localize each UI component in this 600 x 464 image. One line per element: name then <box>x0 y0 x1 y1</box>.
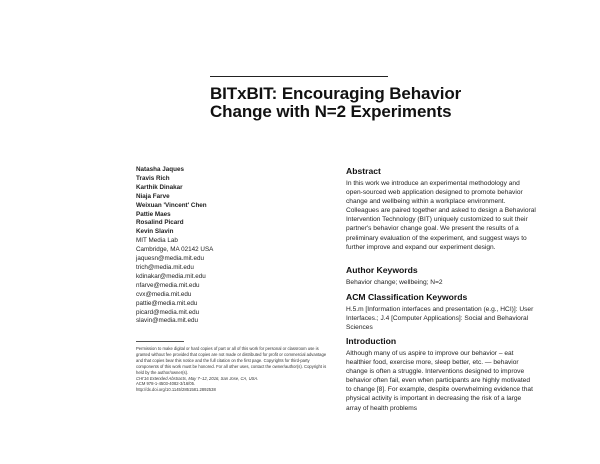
author-email: slavin@media.mit.edu <box>136 317 199 325</box>
acm-classification-text: H.5.m [Information interfaces and presentation (e.g., HCI)]: User Interfaces.; J.4 [Computer Applications]: Social and Behavioral Sciences <box>346 306 534 332</box>
keywords-text: Behavior change; wellbeing; N=2 <box>346 279 443 286</box>
footnote-rule <box>136 341 184 342</box>
abstract-text: In this work we introduce an experimental methodology and open-sourced web application designed to promote behavior change and wellbeing within a workplace environment. Colleagues are paired together and asked to design a Behavioral Intervention Technology (BIT) uniquely customized to suit their partner's behavior change goal. We present the results of a preliminary evaluation of the experiment, and suggest ways to further improve and expand our experiment design. <box>346 180 536 251</box>
author-name: Kevin Slavin <box>136 228 174 236</box>
author-email: trich@media.mit.edu <box>136 263 194 271</box>
author-email: picard@media.mit.edu <box>136 308 200 316</box>
author-name: Niaja Farve <box>136 192 170 200</box>
author-email: pattie@media.mit.edu <box>136 299 198 307</box>
author-block <box>136 166 326 326</box>
permission-block <box>136 346 331 393</box>
acm-line: ACM 978-1-4503-4082-3/16/05. <box>136 381 196 387</box>
author-name: Natasha Jaques <box>136 166 184 173</box>
author-name: Pattie Maes <box>136 210 171 218</box>
keywords-section <box>346 265 536 287</box>
paper-title: BITxBIT: Encouraging Behavior Change with N=2 Experiments <box>210 84 462 121</box>
author-email: nfarve@media.mit.edu <box>136 281 200 289</box>
author-name: Karthik Dinakar <box>136 183 183 191</box>
doi-link: http://dx.doi.org/10.1145/2851581.2892538 <box>136 387 216 393</box>
location: Cambridge, MA 02142 USA <box>136 246 214 254</box>
introduction-section <box>346 336 536 413</box>
author-email: kdinakar@media.mit.edu <box>136 272 206 280</box>
author-name: Weixuan 'Vincent' Chen <box>136 201 207 209</box>
author-email: jaquesn@media.mit.edu <box>136 255 204 263</box>
introduction-heading: Introduction <box>346 336 397 346</box>
author-email: cvx@media.mit.edu <box>136 290 192 298</box>
author-name: Rosalind Picard <box>136 219 184 227</box>
abstract-heading: Abstract <box>346 166 381 176</box>
title-rule <box>210 76 388 77</box>
acm-classification-heading: ACM Classification Keywords <box>346 292 468 302</box>
keywords-heading: Author Keywords <box>346 265 418 275</box>
permission-notice: Permission to make digital or hard copies of part or all of this work for personal or classroom use is granted without fee provided that copies are not made or distributed for profit or commercial advantage and that copies bear this notice and the full citation on the first page. Copyrights for third-party components of this work must be honored. For all other uses, contact the owner/author(s). Copyright is held by the author/owner(s). <box>136 346 327 375</box>
abstract-section <box>346 166 536 252</box>
venue-line: CHI'16 Extended Abstracts, May 7–12, 2016, San Jose, CA, USA. <box>136 375 259 381</box>
author-name: Travis Rich <box>136 174 170 182</box>
affiliation: MIT Media Lab <box>136 237 178 245</box>
acm-classification-section <box>346 292 536 332</box>
introduction-text: Although many of us aspire to improve our behavior – eat healthier food, exercise more, sleep better, etc. — behavior change is often a struggle. Interventions designed to improve behavior often fail, even when participants are highly motivated to change [8]. For example, despite overwhelming evidence that physical activity is important in decreasing the risk of a large array of health problems <box>346 350 533 412</box>
